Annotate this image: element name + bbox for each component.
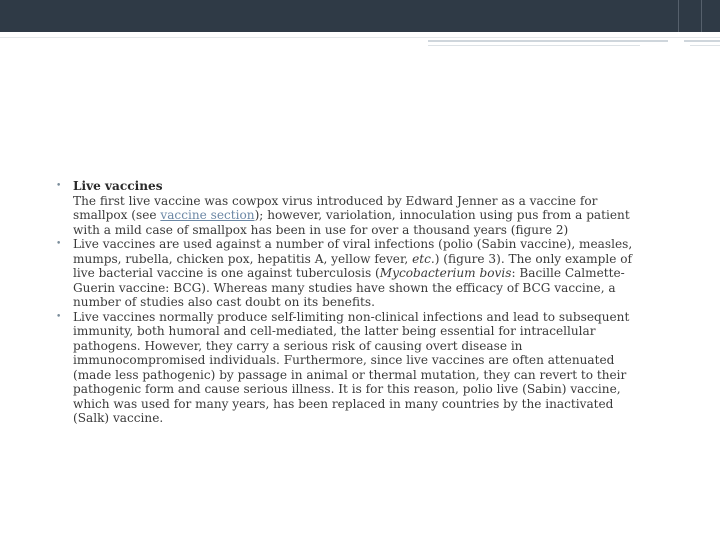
text-line bbox=[73, 397, 678, 412]
text-span: immunocompromised individuals. Furthermore, since live vaccines are often attenuated bbox=[73, 353, 615, 367]
slide-header-bar bbox=[0, 0, 720, 32]
text-span: ) (figure 3). The only example of bbox=[434, 251, 633, 266]
text-line bbox=[73, 382, 678, 397]
text-line bbox=[73, 237, 678, 252]
header-rule bbox=[0, 37, 720, 38]
text-span: with a mild case of smallpox has been in use for over a thousand years (figure 2) bbox=[73, 222, 569, 237]
text-line bbox=[73, 252, 678, 267]
text-line bbox=[73, 324, 678, 339]
bullet-item bbox=[56, 237, 678, 310]
italic-text: etc. bbox=[412, 251, 435, 266]
accent-rule bbox=[428, 40, 668, 42]
text-line bbox=[73, 353, 678, 368]
text-line bbox=[73, 266, 678, 281]
bullet-dot-icon: • bbox=[56, 239, 62, 249]
text-span: which was used for many years, has been replaced in many countries by the inactivated bbox=[73, 396, 614, 411]
text-span: (made less pathogenic) by passage in animal or thermal mutation, they can revert to their bbox=[73, 367, 627, 382]
accent-rule bbox=[428, 45, 640, 46]
text-line bbox=[73, 310, 678, 325]
italic-text: Mycobacterium bovis bbox=[379, 266, 512, 280]
text-span: number of studies also cast doubt on its benefits. bbox=[73, 295, 375, 309]
bullet-item bbox=[56, 179, 678, 237]
header-divider bbox=[678, 0, 679, 32]
text-span: pathogens. However, they carry a serious risk of causing overt disease in bbox=[73, 338, 523, 353]
header-divider bbox=[701, 0, 702, 32]
text-span: immunity, both humoral and cell-mediated, the latter being essential for intracellular bbox=[73, 324, 596, 338]
text-span: live bacterial vaccine is one against tuberculosis ( bbox=[73, 266, 380, 280]
bullet-list bbox=[56, 179, 678, 426]
text-span: (Salk) vaccine. bbox=[73, 411, 164, 425]
text-span: The first live vaccine was cowpox virus introduced by Edward Jenner as a vaccine for bbox=[73, 193, 598, 208]
slide-content bbox=[56, 179, 678, 426]
text-span: Live vaccines normally produce self-limiting non-clinical infections and lead to subsequent bbox=[73, 309, 630, 324]
text-line bbox=[73, 208, 678, 223]
bullet-item bbox=[56, 310, 678, 426]
text-line bbox=[73, 194, 678, 209]
accent-rule bbox=[684, 40, 720, 42]
bullet-dot-icon: • bbox=[56, 181, 62, 191]
text-line bbox=[73, 281, 678, 296]
text-span: Guerin vaccine: BCG). Whereas many studies have shown the efficacy of BCG vaccine, a bbox=[73, 280, 616, 295]
text-span: Live vaccines are used against a number of viral infections (polio (Sabin vaccine), measles, bbox=[73, 237, 633, 251]
text-span: mumps, rubella, chicken pox, hepatitis A, yellow fever, bbox=[73, 251, 413, 266]
text-line bbox=[73, 223, 678, 238]
accent-rule bbox=[690, 45, 720, 46]
bullet-dot-icon: • bbox=[56, 311, 62, 322]
text-line bbox=[73, 339, 678, 354]
vaccine-section-link[interactable]: vaccine section bbox=[160, 208, 255, 222]
text-span: pathogenic form and cause serious illness. It is for this reason, polio live (Sabin) vaccine, bbox=[73, 382, 621, 396]
text-line bbox=[73, 368, 678, 383]
text-line bbox=[73, 411, 678, 426]
text-span: : Bacille Calmette- bbox=[511, 266, 625, 280]
text-span: smallpox (see bbox=[73, 208, 161, 222]
bullet-title: Live vaccines bbox=[73, 179, 163, 193]
text-span: ); however, variolation, innoculation using pus from a patient bbox=[254, 208, 630, 222]
text-line bbox=[73, 295, 678, 310]
